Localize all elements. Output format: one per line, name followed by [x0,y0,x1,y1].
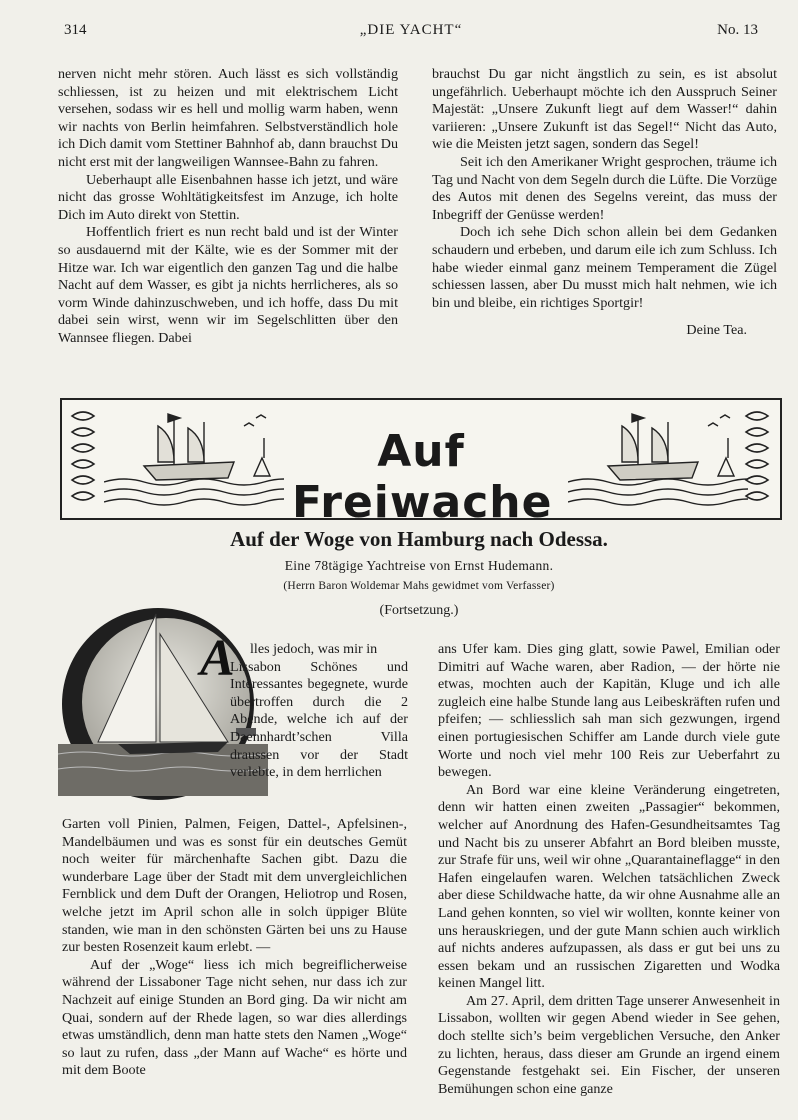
paragraph: Auf der „Woge“ liess ich mich begreiflicherweise während der Lissaboner Tage nicht sehen, nur dass ich zur Nachzeit auf einige Stunden an Bord ging. Da wir nicht am Quai, sondern auf der Rhede lagen, so war dies allerdings etwas umständlich, denn man hatte stets den Namen „Woge“ so laut zu rufen, dass „der Mann auf Wache“ es hörte und mit dem Boote [62,956,407,1079]
article-intro-narrow [230,641,408,782]
sailing-ship-illustration-right [568,406,748,510]
article-column-left [62,816,407,1080]
letter-column-left [58,66,398,348]
paragraph: Hoffentlich friert es nun recht bald und ist der Winter so ausdauernd mit der Kälte, wie es der Sommer mit der Hitze war. Ich war eigentlich den ganzen Tag und die halbe Nacht auf dem Wasser, es gibt ja nichts herrlicheres, als so vorm Winde dahinzuschweben, und ich hoffe, dass Du mit dabei sein wirst, wenn wir im Segelschlitten über den Wannsee fliegen. Dabei [58,224,398,346]
article-dedication: (Herrn Baron Woldemar Mahs gewidmet vom Verfasser) [283,580,555,592]
banner-title: Auf Freiwache [292,426,553,528]
page-header [64,22,758,44]
paragraph: ans Ufer kam. Dies ging glatt, sowie Pawel, Emilian oder Dimitri auf Wache waren, aber Radion, — der hörte nie etwas, mochten auch der Kapitän, Kluge und ich alle zugleich eine halbe Stunde lang aus Leibeskräften rufen und pfeifen; — schliesslich sah man sich gezwungen, irgend einen portugiesischen Schiffer am Lande durch viele gute Worte und noch viel mehr 100 Reis zur Ueberfahrt zu bewegen. [438,641,780,781]
letter-signature: Deine Tea. [686,322,747,339]
article-column-right [438,641,780,1098]
paragraph: Doch ich sehe Dich schon allein bei dem Gedanken schaudern und erbeben, und darum eile ich zum Schluss. Ich habe wieder einmal ganz meinem Temperament die Zügel schiessen lassen, aber Du musst mich halt nehmen, wie ich bin und bleibe, ein richtiges Sportgir! [432,224,777,311]
article-title: Auf der Woge von Hamburg nach Odessa. [230,527,608,551]
sailing-ship-illustration-left [104,406,284,510]
paragraph: brauchst Du gar nicht ängstlich zu sein, es ist absolut ungefährlich. Ueberhaupt möchte ich den Ausspruch Seiner Majestät: „Unsere Zukunft liegt auf dem Wasser!“ dahin variieren: „Unsere Zukunft ist das Segel!“ Nicht das Auto, wie die Meisten jetzt sagen, sondern das Segel! [432,66,777,153]
paragraph: nerven nicht mehr stören. Auch lässt es sich vollständig schliessen, ist zu heizen und mit elektrischem Licht versehen, sodass wir es hell und mollig warm haben, wenn wir nachts von Berlin heimfahren. Selbstverständlich hole ich Dich damit vom Stettiner Bahnhof ab, dann brauchst Du nicht erst mit der langweiligen Wannsee-Bahn zu fahren. [58,66,398,170]
issue-number: No. 13 [717,22,758,38]
continuation-note: (Fortsetzung.) [379,603,459,618]
letter-column-right [432,66,777,340]
ornament-column-right [742,408,772,508]
paragraph: lles jedoch, was mir in [250,641,378,657]
paragraph: An Bord war eine kleine Veränderung eingetreten, denn wir hatten einen zweiten „Passagier“ bekommen, welcher auf Anordnung des Hafen-Gesundheitsamtes Tag und Nacht bis zu unserer Abfahrt an Bord bleiben musste, zur Strafe für uns, weil wir ohne „Quarantaineflagge“ in den Hafen eingelaufen waren. Welchen tatsächlichen Zweck aber diese Schildwache hatte, da wir ohne Ausnahme alle an Land gehen konnten, so viel wir wollten, konnte keiner von uns herauskriegen, und der gute Mann schien auch wirklich auf nichts anderes aufzupassen, als dass er gut bei uns zu essen bekam und an russischen Zigaretten und Wodka keinen Mangel litt. [438,781,780,992]
paragraph: Seit ich den Amerikaner Wright gesprochen, träume ich Tag und Nacht von dem Segeln durch die Lüfte. Die Vorzüge des Autos mit denen des Segelns vereint, das muss der Inbegriff der Genüsse werden! [432,153,777,223]
ornament-column-left [68,408,98,508]
drop-cap: A [200,630,235,687]
paragraph: Garten voll Pinien, Palmen, Feigen, Dattel-, Apfelsinen-, Mandelbäumen und was es sonst für ein deutsches Gemüt noch weiter für märchenhafte Sachen gibt. Dazu die wunderbare Lage über der Stadt mit dem unvergleichlichen Fernblick und dem Duft der Orangen, Heliotrop und Rosen, welche jetzt im April schon alle in solch üppiger Blüte standen, wie man in den schönsten Gärten bei uns zu Hause zur besten Rosenzeit kaum erlebt. — [62,816,407,956]
section-banner [60,398,782,528]
journal-title: „DIE YACHT“ [359,22,463,38]
paragraph: Ueberhaupt alle Eisenbahnen hasse ich jetzt, und wäre nicht das grosse Wohltätigkeitsfest im Anzuge, ich holte Dich im Auto direkt von Stettin. [58,171,398,223]
article-subtitle: Eine 78tägige Yachtreise von Ernst Hudemann. [284,558,554,573]
page-number: 314 [64,22,87,38]
paragraph: Lissabon Schönes und Interessantes begegnete, wurde übertroffen durch die 2 Abende, welche ich auf der Daennhardt’schen Villa draussen vor der Stadt verlebte, in dem herrlichen [230,658,408,781]
paragraph: Am 27. April, dem dritten Tage unserer Anwesenheit in Lissabon, wollten wir gegen Abend wieder in See gehen, doch stellte sich’s beim vergeblichen Versuche, den Anker zu lichten, heraus, dass dieser am Grunde an irgend einem Gegenstande festgehakt sei. Ein Fischer, der unseren Bemühungen schon eine ganze [438,992,780,1097]
